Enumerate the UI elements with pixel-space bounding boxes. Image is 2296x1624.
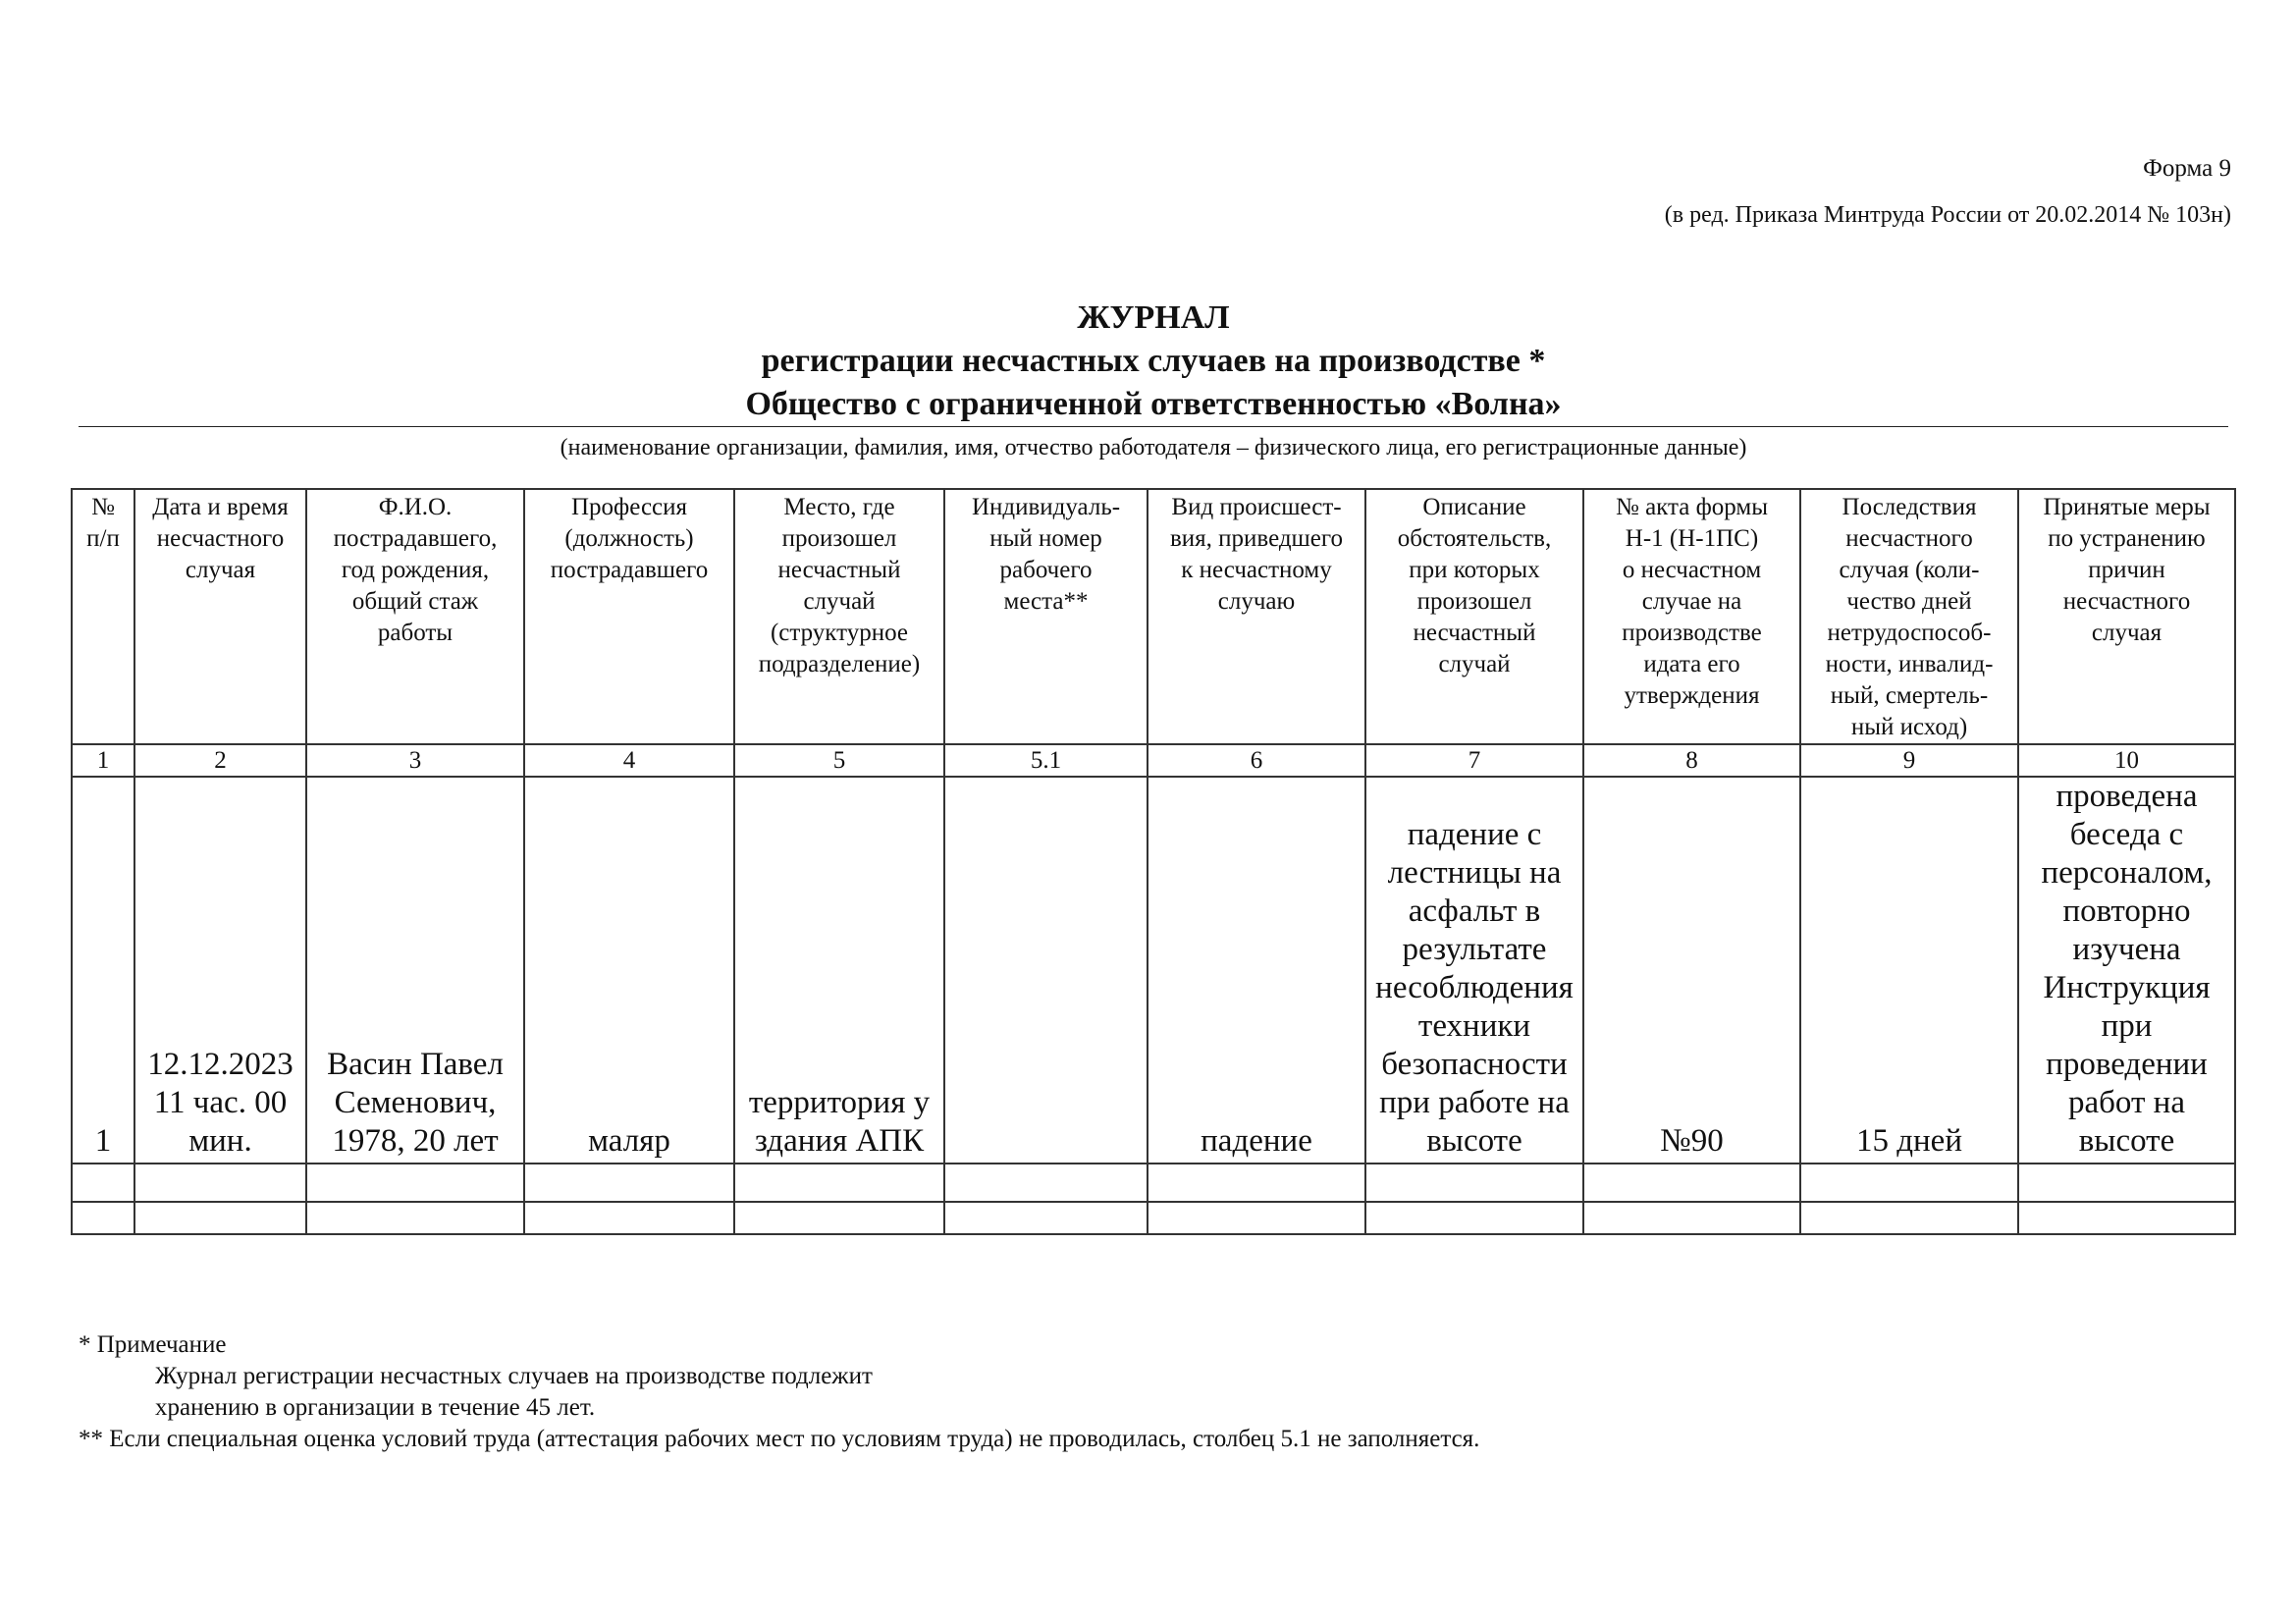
empty-cell: [2018, 1164, 2235, 1202]
table-cell: [2018, 777, 2235, 1164]
journal-title: ЖУРНАЛ: [1077, 299, 1230, 336]
cell-text: 15 дней: [1855, 1123, 1962, 1159]
table-cell: [306, 777, 524, 1164]
footnotes: [79, 1329, 1479, 1455]
header-text: № п/п: [86, 494, 120, 552]
header-cell-date: [134, 489, 306, 744]
column-number: 5: [734, 744, 944, 777]
note-column-5-1: ** Если специальная оценка условий труда (аттестация рабочих мест по условиям труда) не проводилась, столбец 5.1 не заполняется.: [79, 1426, 1480, 1452]
table-cell: [1583, 777, 1800, 1164]
journal-subtitle: регистрации несчастных случаев на производстве *: [761, 343, 1546, 379]
cell-text: Васин Павел Семенович, 1978, 20 лет: [327, 1047, 504, 1159]
form-edition-note: (в ред. Приказа Минтруда России от 20.02.2014 № 103н): [1664, 202, 2231, 228]
header-cell-workplace-id: [944, 489, 1148, 744]
column-number: 9: [1800, 744, 2018, 777]
header-text: № акта формы Н-1 (Н-1ПС) о несчастном случае на производстве идата его утверждения: [1615, 494, 1769, 709]
empty-cell: [944, 1164, 1148, 1202]
header-text: Описание обстоятельств, при которых произошел несчастный случай: [1397, 494, 1552, 677]
header-cell-description: [1365, 489, 1583, 744]
header-text: Место, где произошел несчастный случай (структурное подразделение): [758, 494, 921, 677]
header-cell-number: [72, 489, 134, 744]
empty-cell: [306, 1202, 524, 1234]
column-number: 10: [2018, 744, 2235, 777]
header-cell-place: [734, 489, 944, 744]
header-cell-measures: [2018, 489, 2235, 744]
empty-cell: [134, 1164, 306, 1202]
form-number: Форма 9: [2143, 155, 2231, 182]
journal-table: [71, 488, 2236, 1235]
cell-text: территория у здания АПК: [748, 1085, 931, 1159]
header-text: Последствия несчастного случая (коли- чество дней нетрудоспособ- ности, инвалид- ный, смертель- ный исход): [1825, 494, 1994, 740]
header-cell-act-number: [1583, 489, 1800, 744]
empty-cell: [1365, 1164, 1583, 1202]
column-number-row: [72, 744, 2235, 777]
cell-text: маляр: [588, 1123, 670, 1159]
table-cell: [944, 777, 1148, 1164]
empty-cell: [1148, 1202, 1365, 1234]
organization-caption: (наименование организации, фамилия, имя, отчество работодателя – физического лица, его регистрационные данные): [560, 435, 1747, 460]
column-number: 1: [72, 744, 134, 777]
note-heading: * Примечание: [79, 1331, 227, 1358]
table-cell: [1148, 777, 1365, 1164]
empty-cell: [1583, 1164, 1800, 1202]
empty-cell: [1800, 1164, 2018, 1202]
journal-title-block: [79, 297, 2228, 461]
empty-cell: [524, 1164, 734, 1202]
header-text: Дата и время несчастного случая: [152, 494, 289, 583]
cell-text: 1: [94, 1123, 112, 1159]
empty-cell: [944, 1202, 1148, 1234]
cell-text: падение: [1201, 1123, 1312, 1159]
cell-text: падение с лестницы на асфальт в результате несоблюдения техники безопасности при работе на высоте: [1375, 817, 1574, 1159]
column-number: 5.1: [944, 744, 1148, 777]
header-text: Индивидуаль- ный номер рабочего места**: [971, 494, 1121, 615]
table-cell: [134, 777, 306, 1164]
table-cell: [1365, 777, 1583, 1164]
table-cell: [734, 777, 944, 1164]
column-number: 6: [1148, 744, 1365, 777]
header-cell-profession: [524, 489, 734, 744]
table-row: [72, 777, 2235, 1164]
empty-cell: [734, 1164, 944, 1202]
cell-text: №90: [1660, 1123, 1724, 1159]
empty-table-row: [72, 1202, 2235, 1234]
header-text: Вид происшест- вия, приведшего к несчастному случаю: [1169, 494, 1344, 615]
empty-cell: [1148, 1164, 1365, 1202]
column-number: 2: [134, 744, 306, 777]
table-cell: [72, 777, 134, 1164]
organization-name-field: [79, 383, 2228, 427]
empty-cell: [306, 1164, 524, 1202]
table-cell: [524, 777, 734, 1164]
table-cell: [1800, 777, 2018, 1164]
header-text: Принятые меры по устранению причин несчастного случая: [2043, 494, 2211, 646]
empty-cell: [2018, 1202, 2235, 1234]
column-number: 4: [524, 744, 734, 777]
header-text: Профессия (должность) пострадавшего: [550, 494, 709, 583]
header-cell-name: [306, 489, 524, 744]
empty-cell: [72, 1202, 134, 1234]
header-cell-consequences: [1800, 489, 2018, 744]
organization-name: Общество с ограниченной ответственностью «Волна»: [745, 386, 1562, 422]
cell-text: 12.12.2023 11 час. 00 мин.: [147, 1047, 294, 1159]
header-cell-incident-type: [1148, 489, 1365, 744]
empty-table-row: [72, 1164, 2235, 1202]
empty-cell: [1365, 1202, 1583, 1234]
header-text: Ф.И.О. пострадавшего, год рождения, общий стаж работы: [333, 494, 498, 646]
empty-cell: [734, 1202, 944, 1234]
note-text-line2: хранению в организации в течение 45 лет.: [155, 1394, 596, 1421]
cell-text: проведена беседа с персоналом, повторно изучена Инструкция при проведении работ на высоте: [2041, 779, 2213, 1159]
table-header-row: [72, 489, 2235, 744]
empty-cell: [1800, 1202, 2018, 1234]
empty-cell: [1583, 1202, 1800, 1234]
empty-cell: [72, 1164, 134, 1202]
column-number: 8: [1583, 744, 1800, 777]
note-text-line1: Журнал регистрации несчастных случаев на производстве подлежит: [155, 1363, 873, 1389]
column-number: 7: [1365, 744, 1583, 777]
column-number: 3: [306, 744, 524, 777]
empty-cell: [524, 1202, 734, 1234]
empty-cell: [134, 1202, 306, 1234]
